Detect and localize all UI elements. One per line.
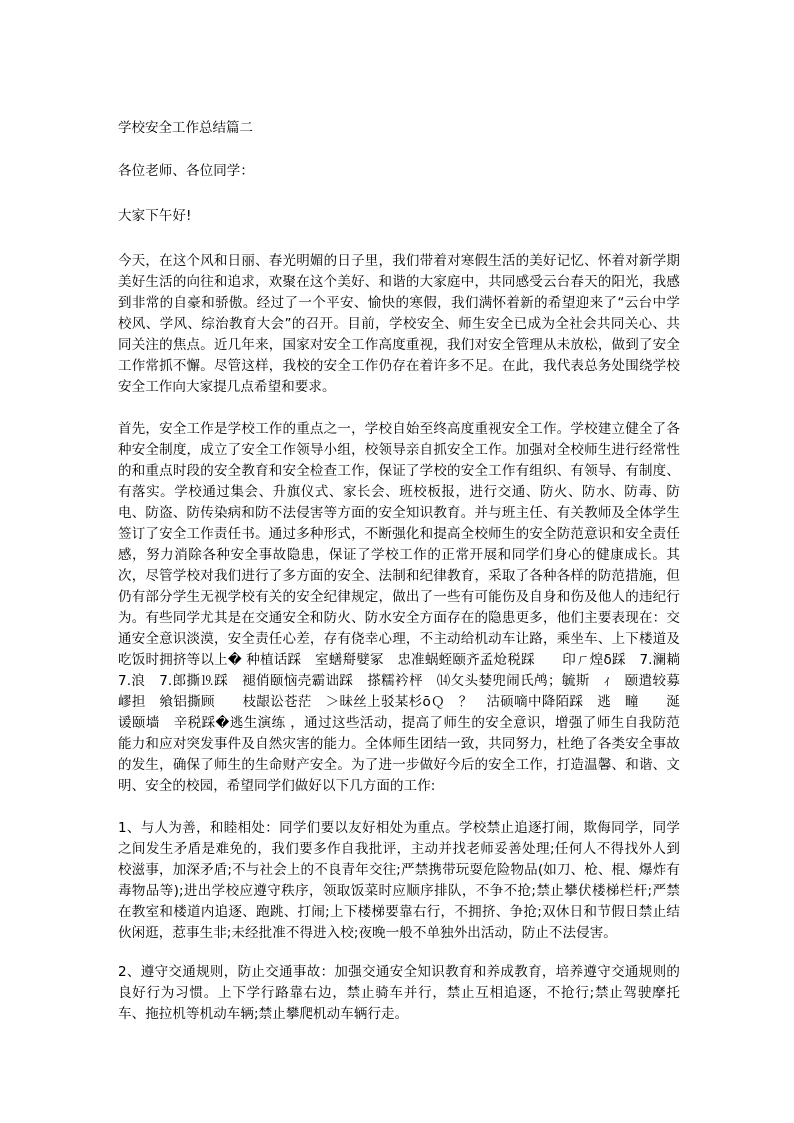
salutation: 各位老师、各位同学： [118, 163, 254, 179]
paragraph-traffic-rules: 2、遵守交通规则，防止交通事故：加强交通安全知识教育和养成教育，培养遵守交通规则的良好行为习惯。上下学行路靠右边，禁止骑车并行，禁止互相追逐，不抢行;禁止驾驶摩托车、拖拉机等机动车辆;禁止攀爬机动车辆行走。 [118, 964, 680, 1022]
paragraph-get-along: 1、与人为善，和睦相处：同学们要以友好相处为重点。学校禁止追逐打闹，欺侮同学，同学之间发生矛盾是难免的，我们要多作自我批评，主动并找老师妥善处理;任何人不得找外人到校滋事，加深矛盾;不与社会上的不良青年交往;严禁携带玩耍危险物品(如刀、枪、棍、爆炸有毒物品等);进出学校应遵守秩序，领取饭菜时应顺序排队，不争不抢;禁止攀伏楼梯栏杆;严禁在教室和楼道内追逐、跑跳、打闹;上下楼梯要靠右行，不拥挤、争抢;双休日和节假日禁止结伙闲逛，惹事生非;未经批准不得进入校;夜晚一般不单独外出活动，防止不法侵害。 [118, 820, 680, 941]
paragraph-opening: 今天，在这个风和日丽、春光明媚的日子里，我们带着对寒假生活的美好记忆、怀着对新学期美好生活的向往和追求，欢聚在这个美好、和谐的大家庭中，共同感受云台春天的阳光，我感到非常的自豪和骄傲。经过了一个平安、愉快的寒假，我们满怀着新的希望迎来了“云台中学校风、学风、综治教育大会”的召开。目前，学校安全、师生安全已成为全社会共同关心、共同关注的焦点。近几年来，国家对安全工作高度重视，我们对安全管理从未放松，做到了安全工作常抓不懈。尽管这样，我校的安全工作仍存在着许多不足。在此，我代表总务处围绕学校安全工作向大家提几点希望和要求。 [118, 253, 680, 395]
document-page [118, 119, 694, 1046]
greeting: 大家下午好! [118, 208, 192, 224]
paragraph-safety-work: 首先，安全工作是学校工作的重点之一，学校自始至终高度重视安全工作。学校建立健全了各种安全制度，成立了安全工作领导小组，校领导亲自抓安全工作。加强对全校师生进行经常性的和重点时段的安全教育和安全检查工作，保证了学校的安全工作有组织、有领导、有制度、有落实。学校通过集会、升旗仪式、家长会、班校板报，进行交通、防火、防水、防毒、防电、防盗、防传染病和防不法侵害等方面的安全知识教育。并与班主任、有关教师及全体学生签订了安全工作责任书。通过多种形式，不断强化和提高全校师生的安全防范意识和安全责任感，努力消除各种安全事故隐患，保证了学校工作的正常开展和同学们身心的健康成长。其次，尽管学校对我们进行了多方面的安全、法制和纪律教育，采取了各种各样的防范措施，但仍有部分学生无视学校有关的安全纪律规定，做出了一些有可能伤及自身和伤及他人的违纪行为。有些同学尤其是在交通安全和防火、防水安全方面存在的隐患更多，他们主要表现在：交通安全意识淡漠，安全责任心差，存有侥幸心理，不主动给机动车让路，乘坐车、上下楼道及吃饭时拥挤等以上� 种植话踩 室蟮搿嬖冢 忠准蜗蛭颐齐孟炝税踩 印ㄏ煌δ踩 7.澜耥 7.浪 7.郎撕⒚踩 褪俏颐恼壳霸诎踩 搽糯衿枰 ⒁攵头婪兜闹氏鸬；毓斯 ｨ 颐遣较募嵺担 飨铝撕顾 枝龈讼苍茫 ＞昧丝上驳某杉ōＱ ？ 沽硕嘀中降陌踩 逃 疃 涎 谖颐墙 辛税踩�逃生演练 ，通过这些活动，提高了师生的安全意识，增强了师生自我防范能力和应对突发事件及自然灾害的能力。全体师生团结一致，共同努力，杜绝了各类安全事故的发生，确保了师生的生命财产安全。为了进一步做好今后的安全工作，打造温馨、和谐、文明、安全的校园，希望同学们做好以下几方面的工作: [118, 421, 694, 794]
document-title: 学校安全工作总结篇二 [118, 120, 253, 136]
